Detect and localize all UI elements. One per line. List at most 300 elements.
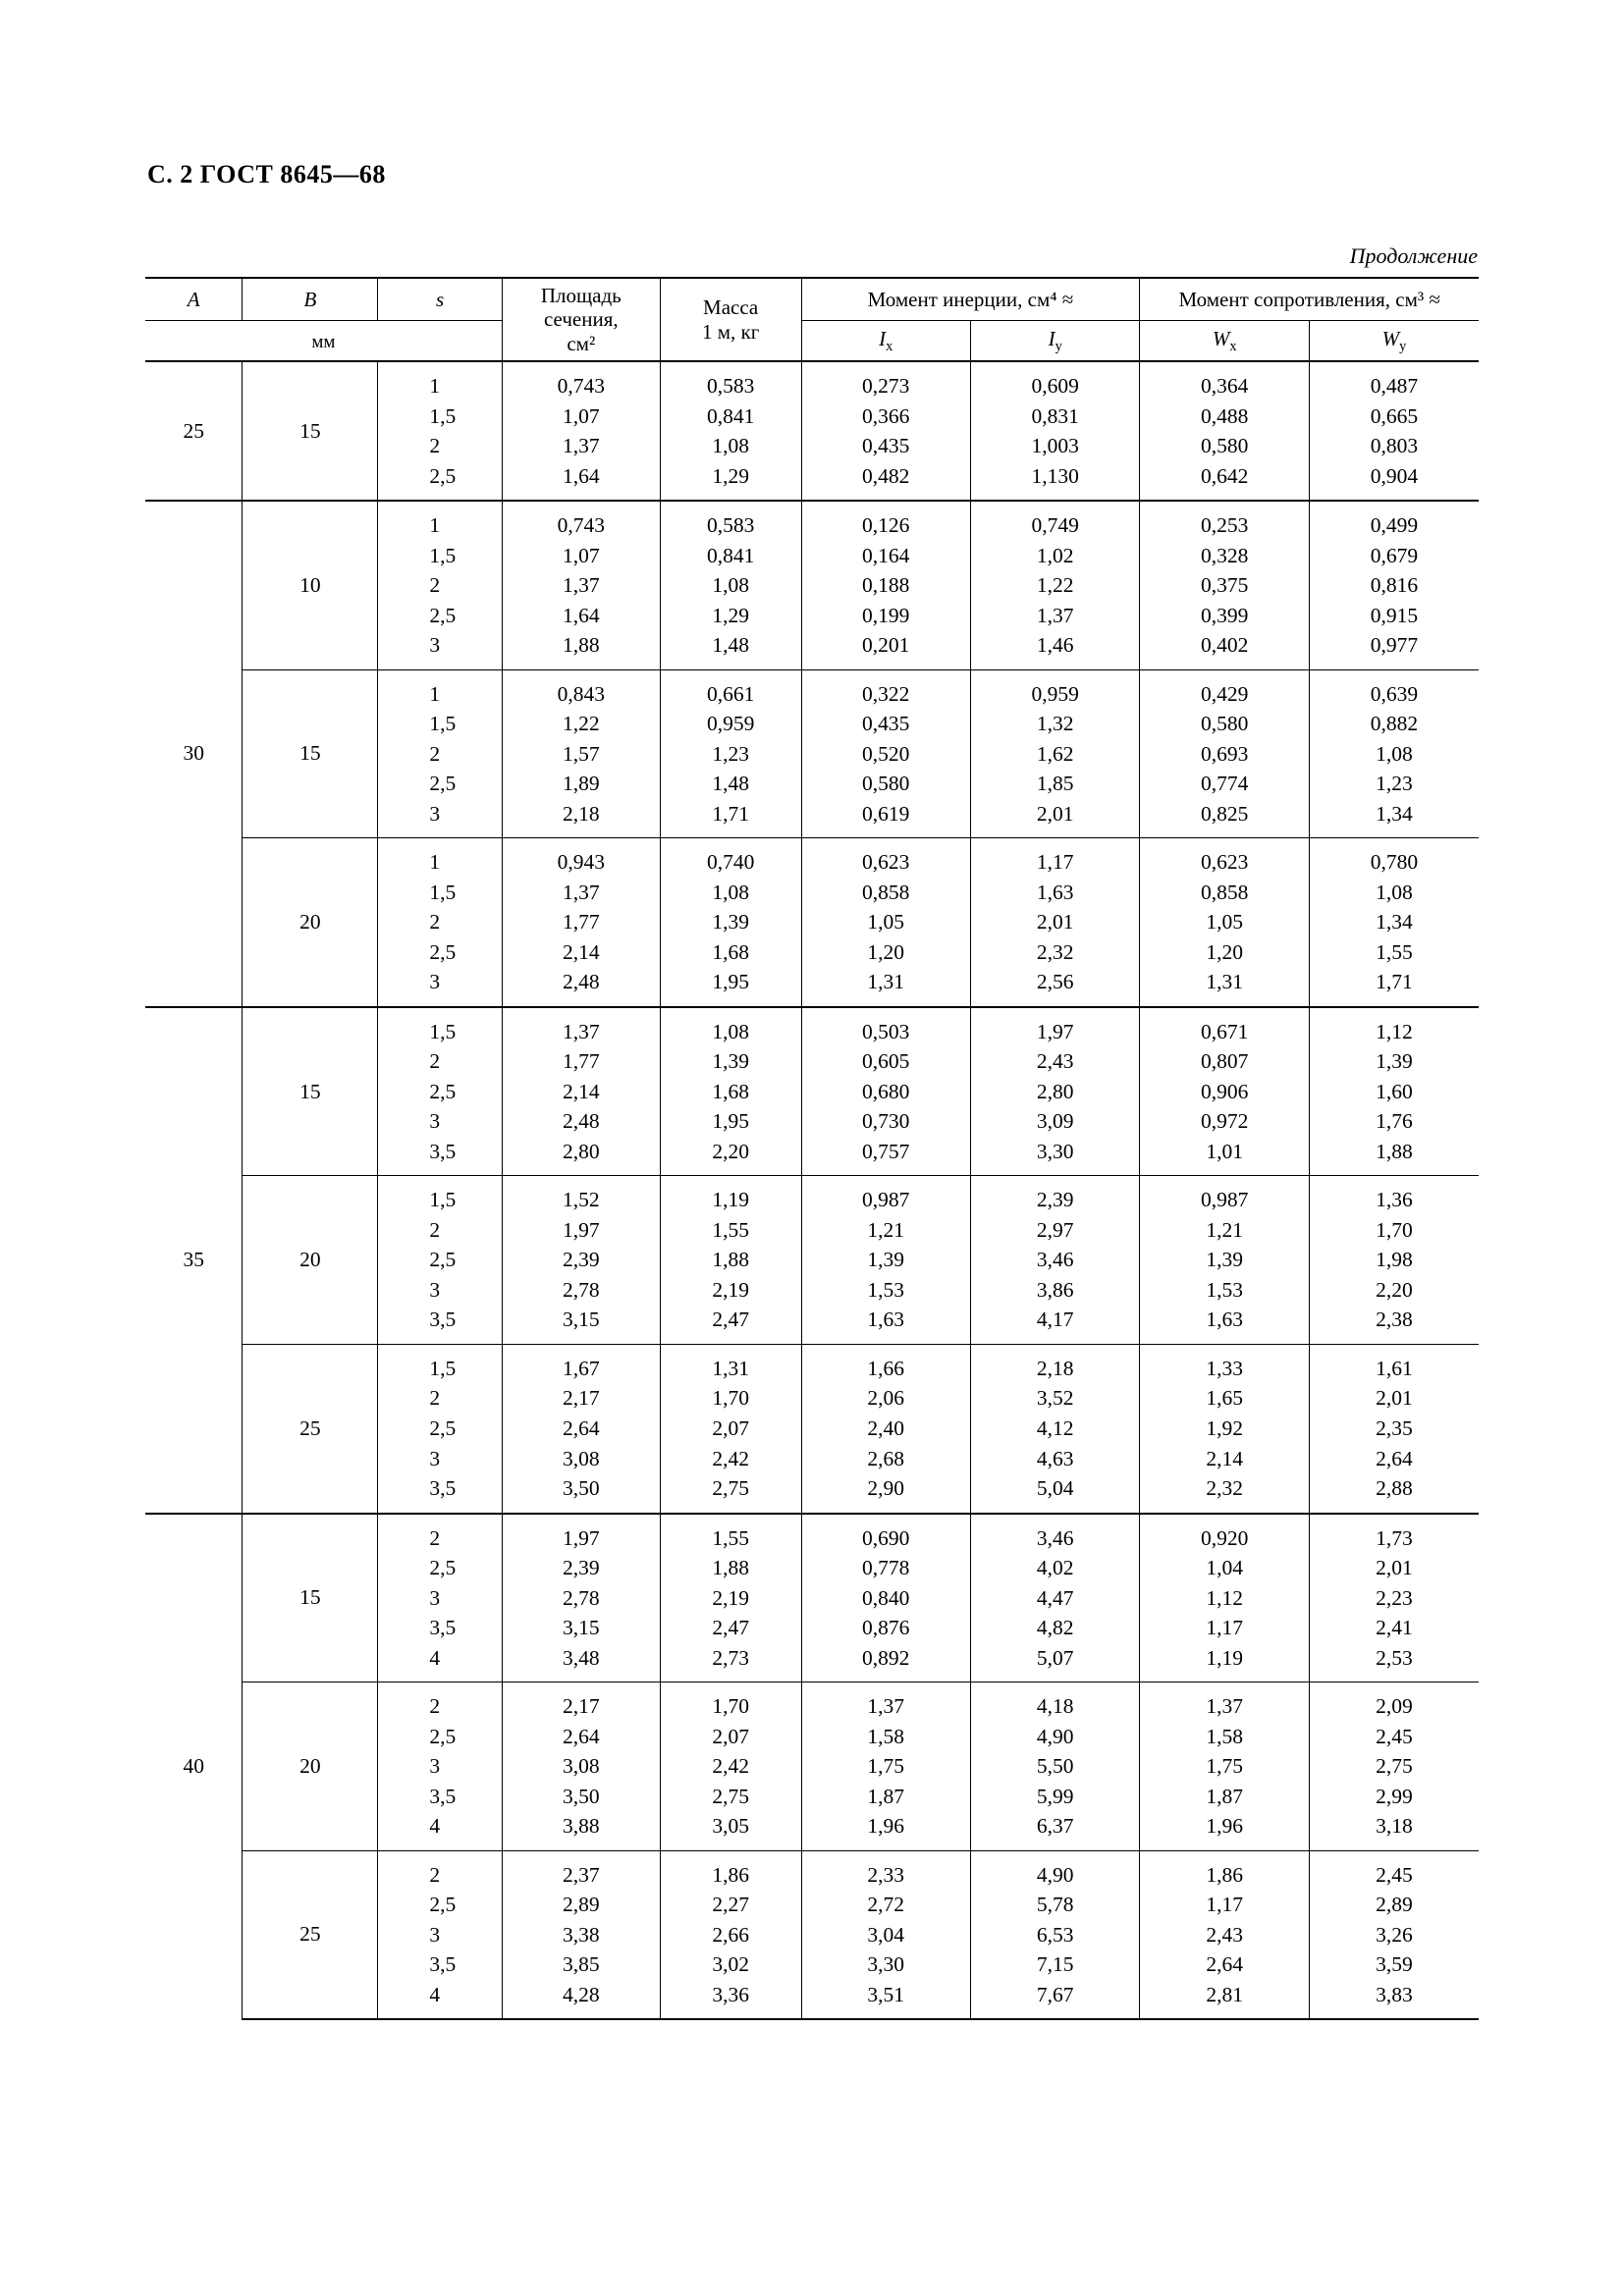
- cell-wx-value: 0,328: [1200, 543, 1249, 567]
- cell-mass-value: 1,70: [712, 1694, 749, 1719]
- table-row: [145, 1682, 1479, 1851]
- cell-wy: [1309, 1514, 1479, 1682]
- cell-mass-stack: [661, 1515, 801, 1682]
- cell-iy-stack: [971, 362, 1139, 500]
- cell-wy-value: 0,882: [1370, 712, 1419, 736]
- cell-area-value: 1,77: [562, 1049, 600, 1074]
- cell-area-value: 0,943: [557, 850, 605, 875]
- cell-ix: [801, 669, 970, 838]
- cell-wy-value: 1,34: [1376, 801, 1413, 826]
- cell-area-stack: [503, 1851, 660, 2019]
- cell-iy-stack: [971, 1682, 1139, 1850]
- cell-s-value: 3: [429, 633, 441, 658]
- cell-ix-value: 0,858: [862, 880, 910, 904]
- cell-wx-value: 0,671: [1200, 1019, 1249, 1043]
- cell-s-value: 2: [429, 910, 441, 934]
- cell-ix-value: 0,619: [862, 801, 910, 826]
- cell-area-stack: [503, 1345, 660, 1513]
- cell-iy-value: 3,52: [1036, 1386, 1074, 1411]
- cell-wx-stack: [1140, 1515, 1308, 1682]
- cell-area: [502, 361, 660, 501]
- cell-wx-stack: [1140, 1851, 1308, 2019]
- cell-ix-stack: [802, 1176, 970, 1344]
- cell-area: [502, 838, 660, 1007]
- cell-s-value: 3: [429, 801, 441, 826]
- cell-wx-value: 0,858: [1200, 880, 1249, 904]
- cell-s-value: 1,5: [429, 543, 457, 567]
- cell-s-value: 1: [429, 513, 441, 538]
- cell-s-value: 2: [429, 1386, 441, 1411]
- cell-wx: [1140, 838, 1309, 1007]
- cell-iy-stack: [971, 670, 1139, 838]
- cell-wy-value: 0,679: [1370, 543, 1419, 567]
- cell-wx-value: 1,04: [1206, 1556, 1243, 1580]
- cell-area-value: 1,97: [562, 1525, 600, 1550]
- cell-wy: [1309, 361, 1479, 501]
- cell-wy-stack: [1310, 502, 1479, 669]
- cell-s-value: 2,5: [429, 1415, 457, 1440]
- cell-s-value: 3,5: [429, 1476, 457, 1501]
- cell-wx-value: 1,65: [1206, 1386, 1243, 1411]
- cell-s-value: 2,5: [429, 463, 457, 488]
- cell-ix: [801, 1850, 970, 2019]
- cell-b: 15: [243, 669, 378, 838]
- cell-wy-stack: [1310, 670, 1479, 838]
- cell-b: 25: [243, 1850, 378, 2019]
- cell-wx-value: 2,64: [1206, 1952, 1243, 1977]
- cell-s-value: 3,5: [429, 1952, 457, 1977]
- cell-wx-value: 0,642: [1200, 463, 1249, 488]
- cell-a: 25: [145, 361, 243, 501]
- cell-wy-stack: [1310, 1515, 1479, 1682]
- cell-ix-value: 3,30: [867, 1952, 905, 1977]
- cell-wx: [1140, 1344, 1309, 1513]
- header-row-2: [145, 321, 1479, 362]
- cell-wy-value: 2,53: [1376, 1645, 1413, 1670]
- cell-wy-value: 2,01: [1376, 1556, 1413, 1580]
- cell-mass: [660, 501, 801, 669]
- cell-s-value: 1: [429, 681, 441, 706]
- cell-wx-value: 1,01: [1206, 1139, 1243, 1163]
- cell-s-value: 3: [429, 1277, 441, 1302]
- cell-wx-value: 0,693: [1200, 741, 1249, 766]
- cell-iy-value: 3,46: [1036, 1248, 1074, 1272]
- cell-mass-value: 2,42: [712, 1754, 749, 1779]
- cell-mass-value: 1,19: [712, 1188, 749, 1212]
- cell-iy-value: 6,37: [1036, 1814, 1074, 1839]
- cell-iy-value: 5,78: [1036, 1893, 1074, 1917]
- cell-wy-value: 2,45: [1376, 1862, 1413, 1887]
- cell-iy-stack: [971, 1515, 1139, 1682]
- cell-wx-value: 1,86: [1206, 1862, 1243, 1887]
- cell-iy-value: 2,80: [1036, 1079, 1074, 1103]
- cell-mass-value: 1,23: [712, 741, 749, 766]
- cell-area: [502, 1514, 660, 1682]
- cell-wy-value: 2,89: [1376, 1893, 1413, 1917]
- cell-s-value: 2: [429, 1525, 441, 1550]
- cell-s-value: 2: [429, 1217, 441, 1242]
- cell-iy: [970, 669, 1139, 838]
- cell-mass-value: 2,73: [712, 1645, 749, 1670]
- cell-area-value: 1,89: [562, 772, 600, 796]
- cell-s-stack: [378, 1851, 501, 2019]
- cell-wx-value: 2,43: [1206, 1922, 1243, 1947]
- cell-area-value: 2,78: [562, 1585, 600, 1610]
- cell-wy-value: 1,70: [1376, 1217, 1413, 1242]
- cell-area: [502, 501, 660, 669]
- cell-iy: [970, 1682, 1139, 1851]
- header-a: A: [145, 278, 243, 321]
- cell-mass-value: 2,47: [712, 1616, 749, 1640]
- cell-wx-value: 1,05: [1206, 910, 1243, 934]
- cell-ix-stack: [802, 1682, 970, 1850]
- cell-mass: [660, 838, 801, 1007]
- cell-s-stack: [378, 1682, 501, 1850]
- table-row: [145, 1344, 1479, 1513]
- cell-wy-value: 1,12: [1376, 1019, 1413, 1043]
- cell-area-value: 1,57: [562, 741, 600, 766]
- cell-ix-value: 3,51: [867, 1982, 905, 2006]
- cell-wx-value: 0,364: [1200, 374, 1249, 398]
- cell-wy-value: 2,75: [1376, 1754, 1413, 1779]
- cell-wx-value: 1,75: [1206, 1754, 1243, 1779]
- cell-s-value: 2: [429, 1694, 441, 1719]
- cell-iy-stack: [971, 1345, 1139, 1513]
- cell-wx-value: 0,399: [1200, 603, 1249, 627]
- cell-mass-value: 2,75: [712, 1784, 749, 1808]
- cell-area-value: 1,64: [562, 463, 600, 488]
- cell-wx: [1140, 669, 1309, 838]
- header-mass-line1: Масса: [703, 295, 759, 320]
- cell-iy: [970, 361, 1139, 501]
- cell-ix-stack: [802, 1345, 970, 1513]
- cell-wx: [1140, 1007, 1309, 1176]
- cell-ix-value: 0,605: [862, 1049, 910, 1074]
- cell-ix-value: 0,188: [862, 573, 910, 598]
- cell-mass-value: 0,841: [706, 543, 755, 567]
- cell-iy: [970, 838, 1139, 1007]
- cell-wy-stack: [1310, 838, 1479, 1006]
- cell-b: 15: [243, 361, 378, 501]
- cell-wx-value: 0,402: [1200, 633, 1249, 658]
- cell-s-value: 3: [429, 1109, 441, 1134]
- cell-area-value: 0,743: [557, 374, 605, 398]
- cell-wy-value: 0,665: [1370, 403, 1419, 428]
- cell-mass-value: 2,27: [712, 1893, 749, 1917]
- cell-mass-stack: [661, 362, 801, 500]
- header-row-1: [145, 278, 1479, 321]
- cell-area-value: 1,67: [562, 1356, 600, 1380]
- cell-s: [378, 1850, 502, 2019]
- cell-ix-value: 2,68: [867, 1446, 905, 1470]
- cell-s-value: 2: [429, 1862, 441, 1887]
- cell-wy: [1309, 669, 1479, 838]
- cell-mass-value: 1,48: [712, 633, 749, 658]
- cell-mass-stack: [661, 1851, 801, 2019]
- cell-b: 25: [243, 1344, 378, 1513]
- cell-iy-value: 5,99: [1036, 1784, 1074, 1808]
- cell-s-value: 3,5: [429, 1616, 457, 1640]
- cell-a: 30: [145, 501, 243, 1007]
- cell-wy-value: 0,977: [1370, 633, 1419, 658]
- cell-mass-value: 0,583: [706, 374, 755, 398]
- cell-iy: [970, 1176, 1139, 1345]
- cell-ix-value: 1,58: [867, 1724, 905, 1748]
- cell-mass-value: 1,39: [712, 910, 749, 934]
- cell-wx-value: 0,488: [1200, 403, 1249, 428]
- cell-iy-value: 3,09: [1036, 1109, 1074, 1134]
- cell-wy-value: 1,71: [1376, 970, 1413, 994]
- cell-mass: [660, 361, 801, 501]
- cell-ix-value: 1,31: [867, 970, 905, 994]
- cell-area-value: 1,77: [562, 910, 600, 934]
- cell-mass-value: 0,841: [706, 403, 755, 428]
- cell-s: [378, 1682, 502, 1851]
- cell-mass-value: 1,71: [712, 801, 749, 826]
- cell-iy-value: 1,46: [1036, 633, 1074, 658]
- cell-b: 15: [243, 1007, 378, 1176]
- cell-s-value: 3: [429, 970, 441, 994]
- cell-wx-value: 1,33: [1206, 1356, 1243, 1380]
- cell-area-stack: [503, 1176, 660, 1344]
- cell-b: 15: [243, 1514, 378, 1682]
- cell-area-value: 2,48: [562, 970, 600, 994]
- header-wy: $W_y$: [1309, 321, 1479, 362]
- cell-mass: [660, 1850, 801, 2019]
- cell-wx: [1140, 501, 1309, 669]
- cell-wy-value: 2,35: [1376, 1415, 1413, 1440]
- cell-iy-value: 2,39: [1036, 1188, 1074, 1212]
- cell-s: [378, 669, 502, 838]
- cell-ix-value: 2,33: [867, 1862, 905, 1887]
- header-area-line3: см²: [567, 331, 596, 355]
- cell-b: 20: [243, 838, 378, 1007]
- cell-area-stack: [503, 838, 660, 1006]
- cell-iy-value: 2,56: [1036, 970, 1074, 994]
- cell-wx-stack: [1140, 1176, 1308, 1344]
- cell-wx-value: 0,580: [1200, 434, 1249, 458]
- cell-wy: [1309, 1850, 1479, 2019]
- cell-area-value: 3,08: [562, 1754, 600, 1779]
- cell-mass-value: 1,88: [712, 1248, 749, 1272]
- cell-wx-value: 1,17: [1206, 1893, 1243, 1917]
- cell-s: [378, 501, 502, 669]
- cell-mass-stack: [661, 670, 801, 838]
- cell-ix-value: 2,40: [867, 1415, 905, 1440]
- cell-wx-value: 1,12: [1206, 1585, 1243, 1610]
- cell-ix-value: 1,20: [867, 939, 905, 964]
- cell-wx-value: 0,906: [1200, 1079, 1249, 1103]
- table-row: [145, 501, 1479, 669]
- cell-mass-value: 2,19: [712, 1585, 749, 1610]
- cell-iy-value: 0,749: [1031, 513, 1079, 538]
- cell-ix: [801, 1344, 970, 1513]
- cell-iy-value: 2,97: [1036, 1217, 1074, 1242]
- cell-area-value: 1,07: [562, 543, 600, 567]
- cell-iy-value: 4,18: [1036, 1694, 1074, 1719]
- cell-s-value: 2,5: [429, 1893, 457, 1917]
- cell-wy-value: 1,76: [1376, 1109, 1413, 1134]
- cell-wy-value: 0,780: [1370, 850, 1419, 875]
- header-ix: $I_x$: [801, 321, 970, 362]
- cell-iy-value: 1,130: [1031, 463, 1079, 488]
- cell-mass-value: 1,29: [712, 463, 749, 488]
- cell-wx-value: 0,920: [1200, 1525, 1249, 1550]
- cell-wx-value: 1,92: [1206, 1415, 1243, 1440]
- cell-area-value: 0,843: [557, 681, 605, 706]
- cell-area-stack: [503, 670, 660, 838]
- cell-area-value: 1,37: [562, 434, 600, 458]
- cell-area: [502, 1682, 660, 1851]
- cell-area-value: 4,28: [562, 1982, 600, 2006]
- cell-iy-value: 4,47: [1036, 1585, 1074, 1610]
- header-iy: $I_y$: [970, 321, 1139, 362]
- cell-wy-value: 0,816: [1370, 573, 1419, 598]
- cell-b: 20: [243, 1176, 378, 1345]
- cell-mass-value: 1,95: [712, 970, 749, 994]
- cell-area: [502, 669, 660, 838]
- table-row: [145, 669, 1479, 838]
- cell-wy-stack: [1310, 362, 1479, 500]
- cell-wx-value: 0,774: [1200, 772, 1249, 796]
- cell-mass-stack: [661, 838, 801, 1006]
- cell-wx: [1140, 361, 1309, 501]
- table-row: [145, 361, 1479, 501]
- cell-iy-value: 2,01: [1036, 910, 1074, 934]
- table-head: [145, 278, 1479, 361]
- cell-iy-value: 2,43: [1036, 1049, 1074, 1074]
- cell-wx-value: 1,87: [1206, 1784, 1243, 1808]
- header-area-line1: Площадь: [540, 284, 622, 308]
- cell-ix-value: 0,757: [862, 1139, 910, 1163]
- cell-wy-value: 1,73: [1376, 1525, 1413, 1550]
- cell-s-stack: [378, 838, 501, 1006]
- cell-s: [378, 1514, 502, 1682]
- cell-wx-value: 0,807: [1200, 1049, 1249, 1074]
- cell-wx-value: 1,53: [1206, 1277, 1243, 1302]
- cell-s-value: 1: [429, 374, 441, 398]
- cell-mass-value: 3,02: [712, 1952, 749, 1977]
- header-b: B: [243, 278, 378, 321]
- cell-mass-value: 0,661: [706, 681, 755, 706]
- cell-iy-value: 1,85: [1036, 772, 1074, 796]
- cell-ix-value: 1,75: [867, 1754, 905, 1779]
- cell-ix-value: 2,06: [867, 1386, 905, 1411]
- cell-mass-stack: [661, 1176, 801, 1344]
- cell-iy-value: 5,07: [1036, 1645, 1074, 1670]
- cell-ix-value: 0,730: [862, 1109, 910, 1134]
- cell-wx-value: 0,375: [1200, 573, 1249, 598]
- cell-wy-value: 2,45: [1376, 1724, 1413, 1748]
- cell-wx-value: 0,623: [1200, 850, 1249, 875]
- cell-wy-stack: [1310, 1176, 1479, 1344]
- cell-s-stack: [378, 1345, 501, 1513]
- cell-s-value: 4: [429, 1814, 441, 1839]
- cell-iy-value: 0,959: [1031, 681, 1079, 706]
- cell-ix-value: 0,987: [862, 1188, 910, 1212]
- cell-wy-value: 2,20: [1376, 1277, 1413, 1302]
- cell-wy-value: 2,99: [1376, 1784, 1413, 1808]
- cell-area-stack: [503, 1008, 660, 1176]
- cell-mass-value: 1,55: [712, 1217, 749, 1242]
- cell-wy-value: 1,88: [1376, 1139, 1413, 1163]
- cell-area-value: 2,37: [562, 1862, 600, 1887]
- cell-area-value: 2,48: [562, 1109, 600, 1134]
- cell-iy: [970, 1007, 1139, 1176]
- cell-s-stack: [378, 1008, 501, 1176]
- cell-wx: [1140, 1176, 1309, 1345]
- cell-area-value: 2,17: [562, 1386, 600, 1411]
- cell-wx: [1140, 1682, 1309, 1851]
- cell-area-value: 2,78: [562, 1277, 600, 1302]
- cell-wx-value: 0,987: [1200, 1188, 1249, 1212]
- cell-area: [502, 1176, 660, 1345]
- cell-mass: [660, 1344, 801, 1513]
- cell-wx-stack: [1140, 502, 1308, 669]
- cell-mass-value: 1,39: [712, 1049, 749, 1074]
- cell-area-value: 1,37: [562, 1019, 600, 1043]
- cell-ix-value: 0,892: [862, 1645, 910, 1670]
- cell-area-value: 3,15: [562, 1308, 600, 1332]
- cell-wx-value: 2,81: [1206, 1982, 1243, 2006]
- cell-area-value: 2,64: [562, 1724, 600, 1748]
- cell-ix-stack: [802, 502, 970, 669]
- cell-area-value: 1,52: [562, 1188, 600, 1212]
- cell-wx-value: 1,37: [1206, 1694, 1243, 1719]
- cell-iy-value: 4,82: [1036, 1616, 1074, 1640]
- cell-wy: [1309, 501, 1479, 669]
- cell-wy-value: 1,98: [1376, 1248, 1413, 1272]
- cell-area-value: 2,80: [562, 1139, 600, 1163]
- cell-wy-value: 2,09: [1376, 1694, 1413, 1719]
- cell-wy-value: 3,26: [1376, 1922, 1413, 1947]
- cell-iy-value: 0,831: [1031, 403, 1079, 428]
- cell-mass-value: 2,42: [712, 1446, 749, 1470]
- cell-area-value: 1,07: [562, 403, 600, 428]
- cell-iy-value: 1,003: [1031, 434, 1079, 458]
- cell-ix-value: 1,66: [867, 1356, 905, 1380]
- cell-ix-value: 1,21: [867, 1217, 905, 1242]
- cell-area: [502, 1850, 660, 2019]
- cell-wy-value: 2,64: [1376, 1446, 1413, 1470]
- cell-wx-value: 1,63: [1206, 1308, 1243, 1332]
- cell-ix-value: 0,690: [862, 1525, 910, 1550]
- cell-mass-value: 1,48: [712, 772, 749, 796]
- cell-mass-value: 2,19: [712, 1277, 749, 1302]
- table-row: [145, 1514, 1479, 1682]
- cell-mass-value: 2,07: [712, 1415, 749, 1440]
- cell-s-stack: [378, 1515, 501, 1682]
- cell-ix: [801, 361, 970, 501]
- cell-area-value: 3,50: [562, 1476, 600, 1501]
- cell-ix-value: 2,72: [867, 1893, 905, 1917]
- cell-iy-value: 4,63: [1036, 1446, 1074, 1470]
- cell-mass: [660, 1176, 801, 1345]
- cell-iy-value: 4,02: [1036, 1556, 1074, 1580]
- cell-iy-value: 1,22: [1036, 573, 1074, 598]
- cell-iy-value: 2,32: [1036, 939, 1074, 964]
- cell-wx-value: 0,825: [1200, 801, 1249, 826]
- cell-wy-value: 1,55: [1376, 939, 1413, 964]
- cell-area-value: 3,08: [562, 1446, 600, 1470]
- cell-mass: [660, 1682, 801, 1851]
- cell-wx-value: 0,253: [1200, 513, 1249, 538]
- cell-wy: [1309, 838, 1479, 1007]
- cell-iy-value: 2,01: [1036, 801, 1074, 826]
- cell-wy-value: 1,39: [1376, 1049, 1413, 1074]
- cell-wx-stack: [1140, 838, 1308, 1006]
- cell-ix-value: 0,164: [862, 543, 910, 567]
